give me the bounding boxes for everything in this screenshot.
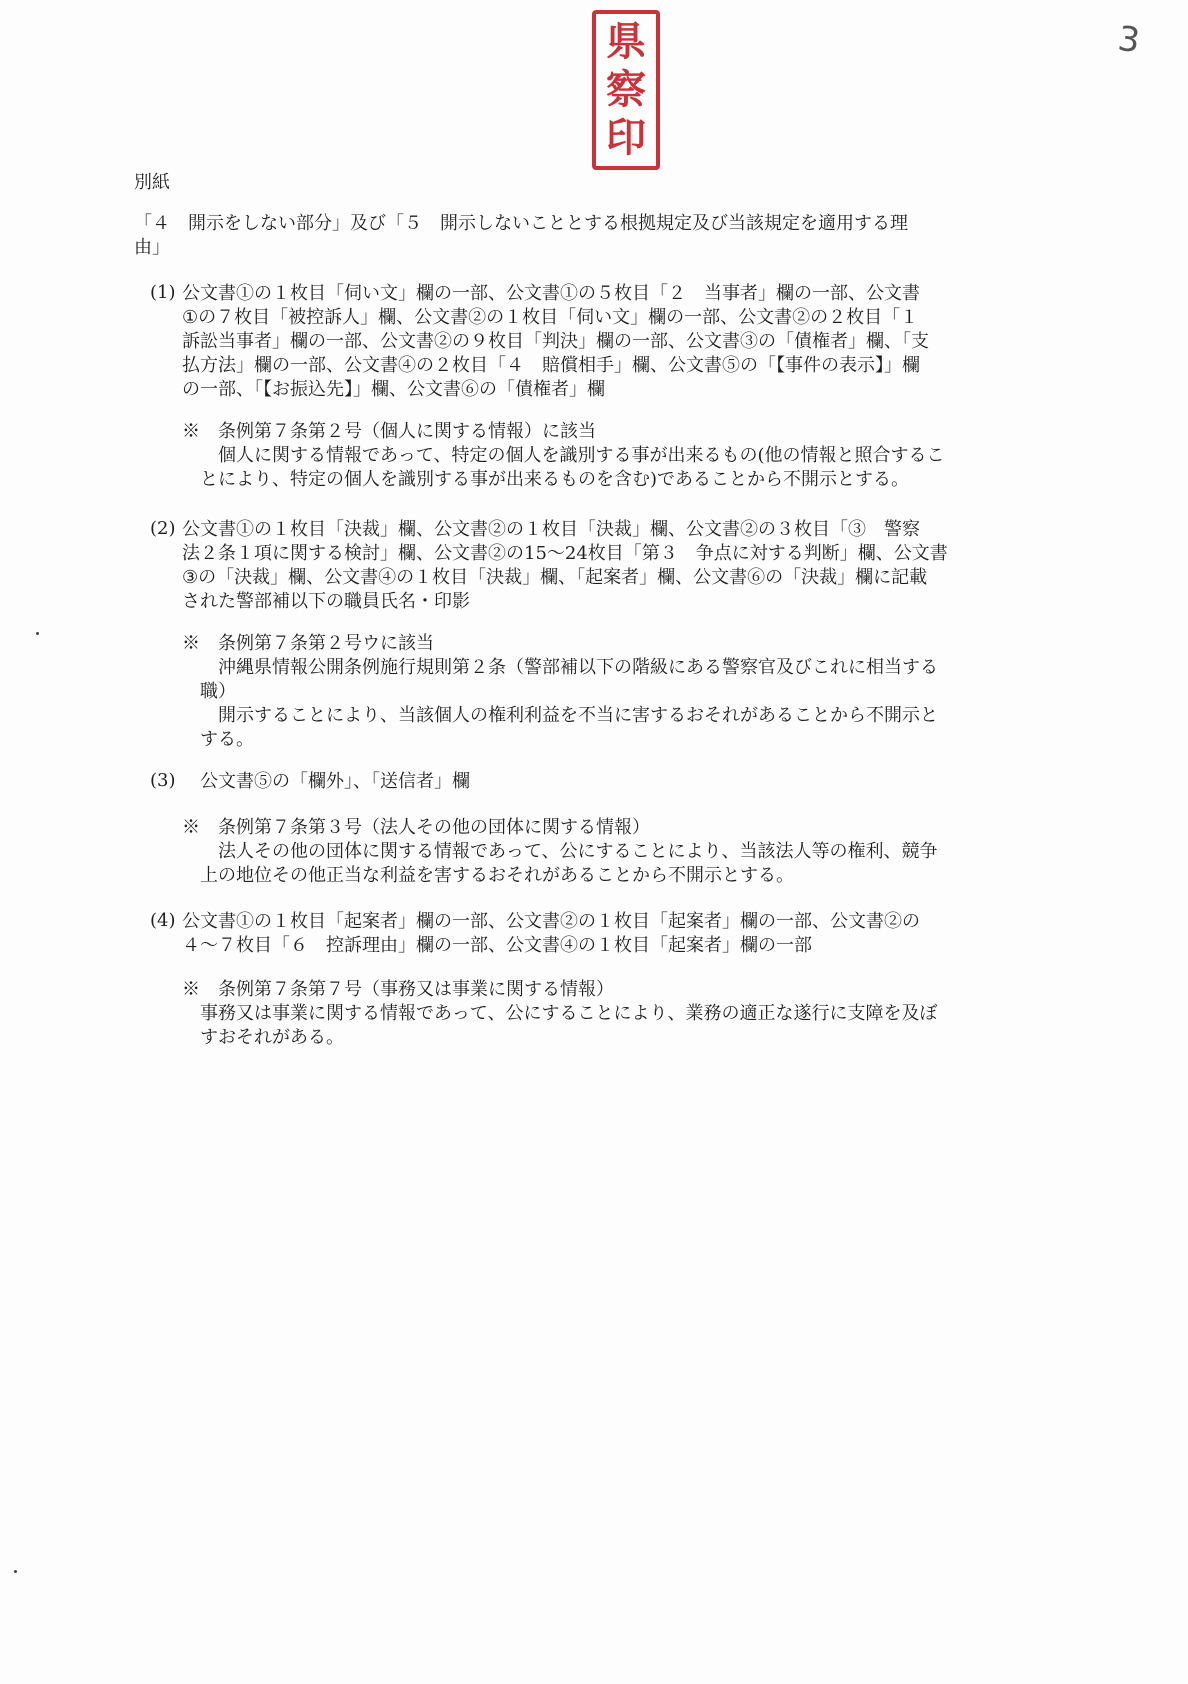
- item-3-number: (3): [150, 770, 176, 791]
- seal-char-3: 印: [606, 114, 646, 161]
- item-2-number: (2): [150, 518, 176, 539]
- scan-speck: [36, 632, 39, 635]
- red-seal-stamp: [592, 10, 660, 170]
- scan-speck: [14, 1570, 17, 1573]
- handwritten-page-number: 3: [1115, 18, 1143, 62]
- seal-char-2: 察: [606, 66, 646, 113]
- attachment-label: 別紙: [134, 172, 170, 193]
- item-4-number: (4): [150, 910, 176, 931]
- seal-char-1: 県: [606, 18, 646, 65]
- item-1-number: (1): [150, 282, 176, 303]
- item-2-note: ※ 条例第７条第２号ウに該当 沖縄県情報公開条例施行規則第２条（警部補以下の階級にある警察官及びこれに相当する 職） 開示することにより、当該個人の権利利益を不当に害するおそれがあることから不開示と する。: [182, 633, 938, 750]
- item-1-body: 公文書①の１枚目「伺い文」欄の一部、公文書①の５枚目「２ 当事者」欄の一部、公文書 ①の７枚目「被控訴人」欄、公文書②の１枚目「伺い文」欄の一部、公文書②の２枚目「１ 訴訟当事者」欄の一部、公文書②の９枚目「判決」欄の一部、公文書③の「債権者」欄、「支 払方法」欄の一部、公文書④の２枚目「４ 賠償相手」欄、公文書⑤の「【事件の表示】」欄 の一部、「【お振込先】」欄、公文書⑥の「債権者」欄: [182, 283, 929, 400]
- item-3-note: ※ 条例第７条第３号（法人その他の団体に関する情報） 法人その他の団体に関する情報であって、公にすることにより、当該法人等の権利、競争 上の地位その他正当な利益を害するおそれがあることから不開示とする。: [182, 817, 938, 886]
- item-2-body: 公文書①の１枚目「決裁」欄、公文書②の１枚目「決裁」欄、公文書②の３枚目「③ 警察 法２条１項に関する検討」欄、公文書②の15～24枚目「第３ 争点に対する判断」欄、公文書 ③の「決裁」欄、公文書④の１枚目「決裁」欄、「起案者」欄、公文書⑥の「決裁」欄に記載 された警部補以下の職員氏名・印影: [182, 519, 948, 612]
- item-4-note: ※ 条例第７条第７号（事務又は事業に関する情報） 事務又は事業に関する情報であって、公にすることにより、業務の適正な遂行に支障を及ぼ すおそれがある。: [182, 979, 938, 1048]
- document-heading: 「４ 開示をしない部分」及び「５ 開示しないこととする根拠規定及び当該規定を適用する理 由」: [134, 213, 908, 258]
- item-1-note: ※ 条例第７条第２号（個人に関する情報）に該当 個人に関する情報であって、特定の個人を識別する事が出来るもの(他の情報と照合するこ とにより、特定の個人を識別する事が出来るものを含む)であることから不開示とする。: [182, 421, 945, 490]
- item-4-body: 公文書①の１枚目「起案者」欄の一部、公文書②の１枚目「起案者」欄の一部、公文書②の ４～７枚目「６ 控訴理由」欄の一部、公文書④の１枚目「起案者」欄の一部: [182, 911, 920, 956]
- item-3-body: 公文書⑤の「欄外」、「送信者」欄: [200, 771, 470, 792]
